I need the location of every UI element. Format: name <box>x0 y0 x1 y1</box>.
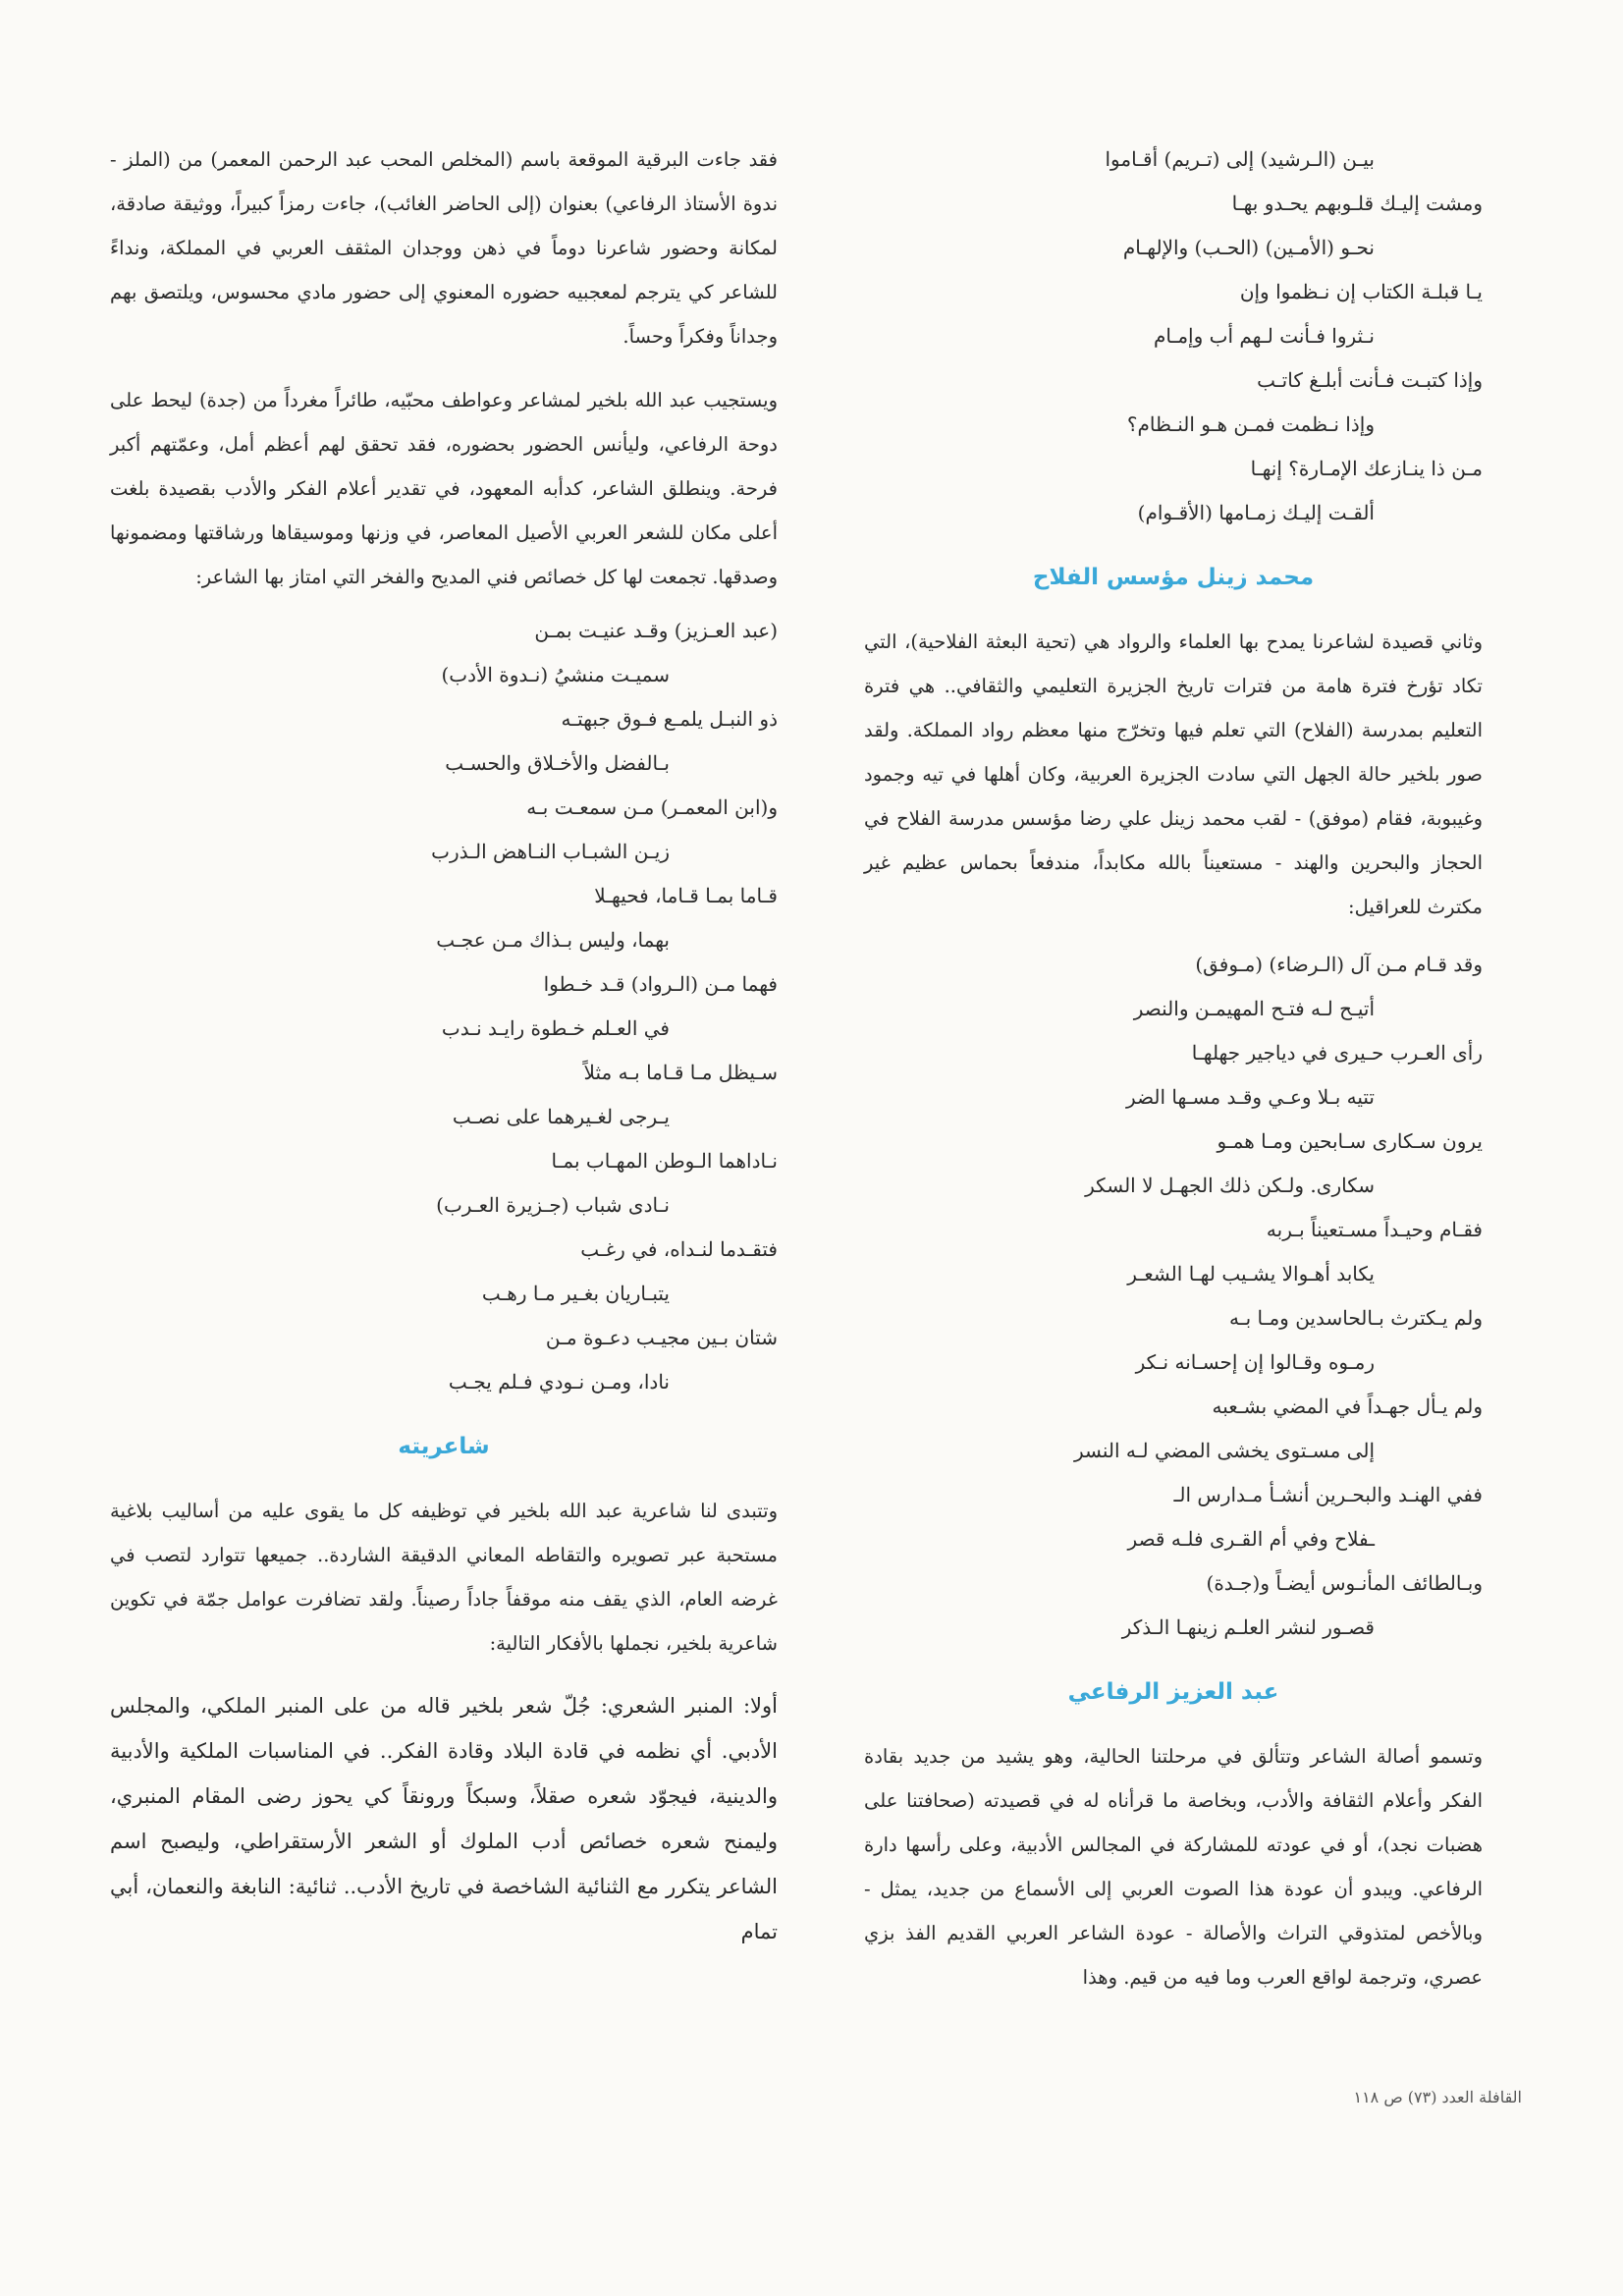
verse-text: في العـلم خـطوة رايـد نـدب <box>441 1016 670 1040</box>
poem-abdulaziz <box>110 609 778 1404</box>
section-heading-poetics: شاعريته <box>398 1434 490 1459</box>
verse-line <box>864 1385 1483 1429</box>
verse-line <box>864 1120 1483 1164</box>
verse-line <box>110 1272 778 1316</box>
verse-text: وإذا كتبـت فـأنت أبلـغ كاتـب <box>1257 368 1483 392</box>
verse-line <box>864 987 1483 1031</box>
verse-text: قـاما بمـا قـاما، فحيهـلا <box>594 884 778 907</box>
verse-text: وبـالطائف المأنـوس أيضـاً و(جـدة) <box>1206 1571 1483 1595</box>
verse-text: نادا، ومـن نـودي فـلم يجـب <box>448 1370 670 1394</box>
verse-text: بـالفضل والأخـلاق والحسـب <box>445 751 670 775</box>
verse-line <box>110 962 778 1007</box>
verse-line <box>110 697 778 741</box>
verse-line <box>110 874 778 918</box>
section-heading-zainal: محمد زينل مؤسس الفلاح <box>1032 565 1315 590</box>
verse-line <box>864 270 1483 314</box>
right-column <box>864 137 1483 1999</box>
verse-line <box>864 1606 1483 1650</box>
verse-text: شتان بـين مجيـب دعـوة مـن <box>545 1326 778 1349</box>
verse-text: و(ابن المعمـر) مـن سمعـت بـه <box>526 795 778 819</box>
verse-line <box>864 1031 1483 1075</box>
paragraph-poetics: وتتبدى لنا شاعرية عبد الله بلخير في توظيفه كل ما يقوى عليه من أساليب بلاغية مستحبة عبر تصويره والتقاطه المعاني الدقيقة الشاردة.. جميعها تتوارد لتصب في غرضه العام، الذي يقف منه موقفاً جاداً رصيناً. ولقد تضافرت عوامل جمّة في تكوين شاعرية بلخير، نجملها بالأفكار التالية: <box>110 1500 778 1655</box>
verse-text: وقد قـام مـن آل (الـرضاء) (مـوفق) <box>1195 953 1483 976</box>
verse-line <box>110 741 778 786</box>
verse-line <box>110 1360 778 1404</box>
verse-line <box>110 830 778 874</box>
verse-line <box>864 358 1483 403</box>
verse-text: سميـت منشيُ (نـدوة الأدب) <box>441 663 670 686</box>
verse-text: نـثروا فـأنت لـهم أب وإمـام <box>1154 324 1375 348</box>
verse-text: ـفلاح وفي أم القـرى فلـه قصر <box>1127 1527 1375 1551</box>
verse-text: (عبد العـزيز) وقـد عنيـت بمـن <box>534 619 778 642</box>
verse-line <box>864 1164 1483 1208</box>
verse-line <box>864 447 1483 491</box>
verse-text: بهما، وليس بـذاك مـن عجـب <box>436 928 670 952</box>
verse-text: نحـو (الأمـين) (الحـب) والإلهـام <box>1122 236 1375 259</box>
verse-text: يـرجى لغـيرهما على نصـب <box>452 1105 670 1128</box>
verse-line <box>864 403 1483 447</box>
verse-line <box>864 943 1483 987</box>
verse-line <box>864 1252 1483 1296</box>
verse-line <box>864 1517 1483 1561</box>
verse-line <box>110 609 778 653</box>
verse-line <box>110 1183 778 1228</box>
verse-text: فقـام وحيـداً مسـتعيناً بـربه <box>1266 1218 1483 1241</box>
verse-text: أتيـح لـه فتـح المهيمـن والنصر <box>1133 997 1375 1020</box>
poem-rashid <box>864 137 1483 535</box>
verse-text: يكابد أهـوالا يشـيب لهـا الشعـر <box>1127 1262 1375 1285</box>
verse-text: ذو النبـل يلمـع فـوق جبهتـه <box>561 707 778 731</box>
verse-line <box>864 137 1483 182</box>
verse-text: ولم يـأل جهـداً في المضي بشـعبه <box>1212 1394 1483 1418</box>
left-column <box>110 137 778 1954</box>
verse-line <box>864 1208 1483 1252</box>
verse-text: نـاداهما الـوطن المهـاب بمـا <box>551 1149 778 1173</box>
verse-line <box>864 1340 1483 1385</box>
verse-line <box>864 226 1483 270</box>
verse-line <box>864 182 1483 226</box>
verse-text: نـادى شباب (جـزيرة العـرب) <box>436 1193 670 1217</box>
verse-line <box>864 491 1483 535</box>
paragraph-minbar: أولا: المنبر الشعري: جُلّ شعر بلخير قاله من على المنبر الملكي، والمجلس الأدبي. أي نظمه في قادة البلاد وقادة الفكر.. في المناسبات الملكية والأدبية والدينية، فيجوّد شعره صقلاً، وسبكاً ورونقاً كي يحوز رضى المقام المنبري، وليمنح شعره خصائص أدب الملوك أو الشعر الأرستقراطي، وليصبح اسم الشاعر يتكرر مع الثنائية الشاخصة في تاريخ الأدب.. ثنائية: النابغة والنعمان، أبي تمام <box>110 1694 778 1943</box>
verse-line <box>864 1473 1483 1517</box>
paragraph-telegram: فقد جاءت البرقية الموقعة باسم (المخلص المحب عبد الرحمن المعمر) من (الملز - ندوة الأستاذ الرفاعي) بعنوان (إلى الحاضر الغائب)، جاءت رمزاً كبيراً، ووثيقة صادقة، لمكانة وحضور شاعرنا دوماً في ذهن ووجدان المثقف العربي في المملكة، ونداءً للشاعر كي يترجم لمعجبيه حضوره المعنوي إلى حضور مادي محسوس، ويلتصق بهم وجداناً وفكراً وحساً. <box>110 148 778 348</box>
section-heading-rifai: عبد العزيز الرفاعي <box>1067 1679 1279 1705</box>
verse-text: ألقـت إليـك زمـامها (الأقـوام) <box>1137 501 1375 524</box>
verse-text: تتيه بـلا وعـي وقـد مسـها الضر <box>1126 1085 1375 1109</box>
verse-line <box>110 1007 778 1051</box>
verse-line <box>110 1051 778 1095</box>
poem-falah <box>864 943 1483 1650</box>
verse-text: رمـوه وقـالوا إن إحسـانه نـكر <box>1135 1350 1375 1374</box>
verse-text: مـن ذا ينـازعك الإمـارة؟ إنهـا <box>1250 457 1483 480</box>
verse-text: سـيظل مـا قـاما بـه مثلاً <box>583 1061 778 1084</box>
verse-text: ففي الهنـد والبحـرين أنشـأ مـدارس الـ <box>1173 1483 1483 1506</box>
verse-text: قصـور لنشر العلـم زينهـا الـذكر <box>1121 1615 1375 1639</box>
page-footer: القافلة العدد (٧٣) ص ١١٨ <box>1353 2088 1522 2106</box>
verse-line <box>110 1228 778 1272</box>
verse-line <box>110 1316 778 1360</box>
verse-line <box>864 1296 1483 1340</box>
verse-line <box>110 1095 778 1139</box>
verse-text: فهما مـن (الـرواد) قـد خـطوا <box>543 972 778 996</box>
paragraph-rifai: وتسمو أصالة الشاعر وتتألق في مرحلتنا الحالية، وهو يشيد من جديد بقادة الفكر وأعلام الثقافة والأدب، وبخاصة ما قرأناه له في قصيدته (صحافتنا على هضبات نجد)، أو في عودته للمشاركة في المجالس الأدبية، وعلى رأسها دارة الرفاعي. ويبدو أن عودة هذا الصوت العربي إلى الأسماع من جديد، يمثل - وبالأخص لمتذوقي التراث والأصالة - عودة الشاعر العربي القديم الفذ بزي عصري، وترجمة لواقع العرب وما فيه من قيم. وهذا <box>864 1745 1483 1989</box>
verse-text: يرون سـكارى سـابحين ومـا همـو <box>1217 1129 1483 1153</box>
paragraph-response: ويستجيب عبد الله بلخير لمشاعر وعواطف محبّيه، طائراً مغرداً من (جدة) ليحط على دوحة الرفاعي، وليأنس الحضور بحضوره، فقد تحقق لهم أعظم أمل، وعمّتهم أكبر فرحة. وينطلق الشاعر، كدأبه المعهود، في تقدير أعلام الفكر والأدب بقصيدة بلغت أعلى مكان للشعر العربي الأصيل المعاصر، في وزنها وموسيقاها ورشاقتها ومضمونها وصدقها. تجمعت لها كل خصائص فني المديح والفخر التي امتاز بها الشاعر: <box>110 389 778 588</box>
verse-line <box>864 314 1483 358</box>
verse-text: زيـن الشبـاب النـاهض الـذرب <box>431 840 670 863</box>
verse-line <box>110 918 778 962</box>
verse-text: رأى العـرب حـيرى في دياجير جهلهـا <box>1191 1041 1483 1065</box>
verse-line <box>110 653 778 697</box>
verse-line <box>864 1561 1483 1606</box>
verse-text: يتبـاريان بغـير مـا رهـب <box>481 1282 670 1305</box>
verse-text: إلى مسـتوى يخشى المضي لـه النسر <box>1074 1439 1375 1462</box>
verse-line <box>110 786 778 830</box>
verse-text: وإذا نـظمت فمـن هـو النـظام؟ <box>1126 412 1375 436</box>
paragraph-falah: وثاني قصيدة لشاعرنا يمدح بها العلماء والرواد هي (تحية البعثة الفلاحية)، التي تكاد تؤرخ فترة هامة من فترات تاريخ الجزيرة التعليمي والثقافي.. هي فترة التعليم بمدرسة (الفلاح) التي تعلم فيها وتخرّج منها معظم رواد المملكة. ولقد صور بلخير حالة الجهل التي سادت الجزيرة العربية، وكان أهلها في تيه وجمود وغيبوبة، فقام (موفق) - لقب محمد زينل علي رضا مؤسس مدرسة الفلاح في الحجاز والبحرين والهند - مستعيناً بالله مكابداً، مندفعاً بحماس عظيم غير مكترث للعراقيل: <box>864 630 1483 918</box>
verse-text: يـا قبلـة الكتاب إن نـظموا وإن <box>1239 280 1483 303</box>
verse-text: فتقـدما لنـداه، في رغـب <box>580 1237 778 1261</box>
verse-line <box>110 1139 778 1183</box>
verse-text: ومشت إليـك قلـوبهم يحـدو بهـا <box>1231 191 1483 215</box>
verse-text: سكارى. ولـكن ذلك الجهـل لا السكر <box>1085 1174 1375 1197</box>
verse-text: ولم يـكترث بـالحاسدين ومـا بـه <box>1229 1306 1483 1330</box>
verse-line <box>864 1429 1483 1473</box>
verse-line <box>864 1075 1483 1120</box>
verse-text: بيـن (الـرشيد) إلى (تـريم) أقـاموا <box>1105 147 1375 171</box>
